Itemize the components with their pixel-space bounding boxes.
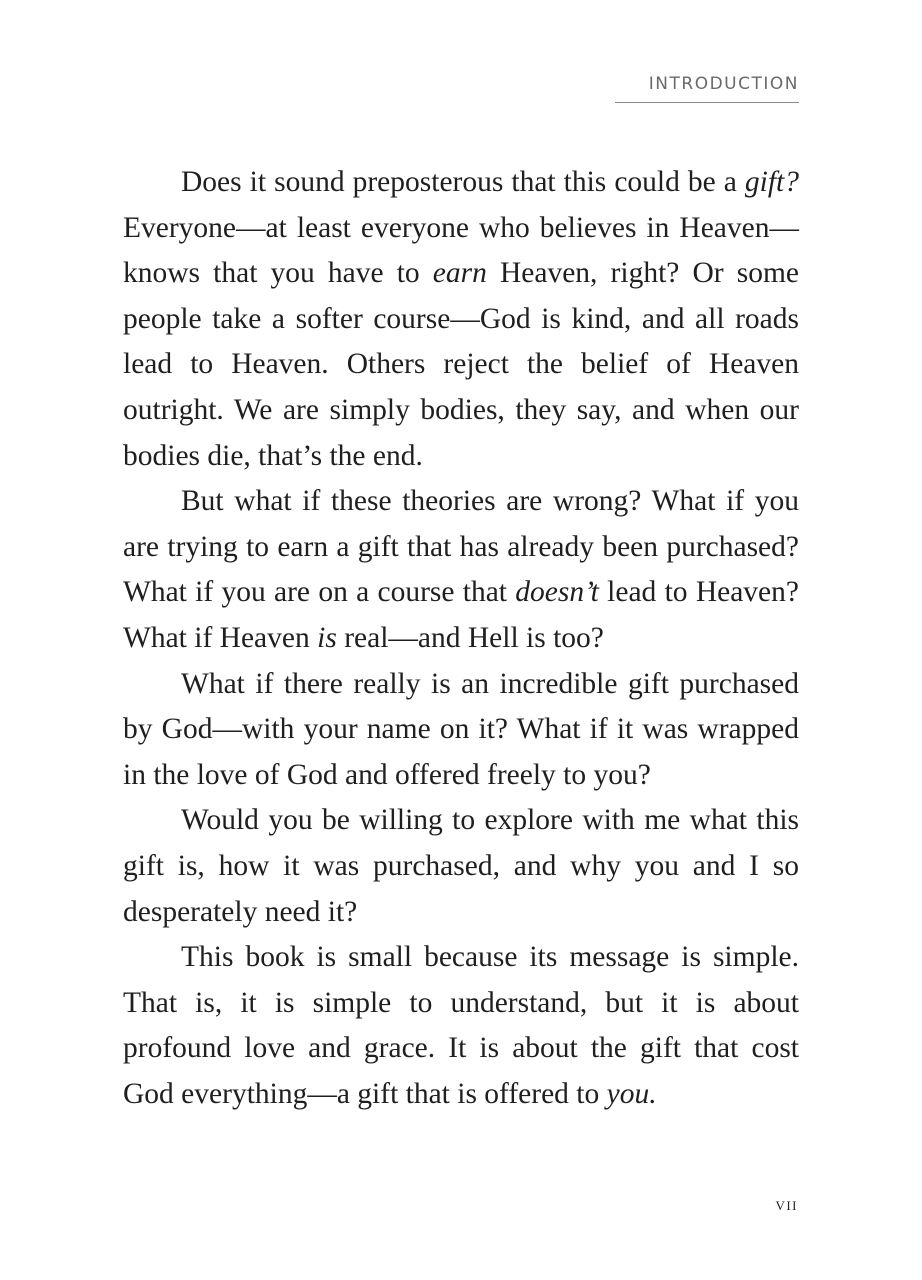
italic-segment: is	[317, 621, 337, 654]
paragraph-5	[123, 935, 799, 1117]
italic-segment: doesn’t	[515, 576, 599, 609]
text-segment: Would you be willing to explore with me what this gift is, how it was purchased, and why you and I so desperately need it?	[123, 804, 799, 928]
italic-segment: earn	[432, 257, 487, 290]
page-number: vii	[775, 1194, 798, 1214]
paragraph-4	[123, 798, 799, 935]
italic-segment: gift?	[744, 166, 799, 198]
text-segment: What if there really is an incredible gift purchased by God—with your name on it? What if it was wrapped in the love of God and offered freely to you?	[123, 667, 799, 791]
paragraph-2	[123, 479, 799, 661]
italic-segment: you.	[606, 1077, 657, 1110]
text-segment: real—and Hell is too?	[336, 621, 604, 654]
running-head-title: INTRODUCTION	[615, 74, 799, 103]
text-segment: This book is small because its message is simple. That is, it is simple to understand, but it is about profound love and grace. It is about the gift that cost God everything—a gift that is offered to	[123, 941, 799, 1110]
text-segment: But what if these theories are wrong? What if you are trying to earn a gift that has already been purchased? What if you are on a course that	[123, 485, 799, 609]
text-segment: Heaven, right? Or some people take a softer course—God is kind, and all roads lead to Heaven. Others reject the belief of Heaven outright. We are simply bodies, they say, and when our bodies die, that’s the end.	[123, 257, 799, 472]
body-text	[123, 160, 799, 1117]
text-segment: Everyone—at least everyone who believes in Heaven—knows that you have to	[123, 211, 799, 290]
paragraph-1	[123, 160, 799, 479]
text-segment: Does it sound preposterous that this could be a	[181, 166, 745, 198]
paragraph-3	[123, 662, 799, 799]
text-segment: lead to Heaven? What if Heaven	[123, 576, 799, 654]
